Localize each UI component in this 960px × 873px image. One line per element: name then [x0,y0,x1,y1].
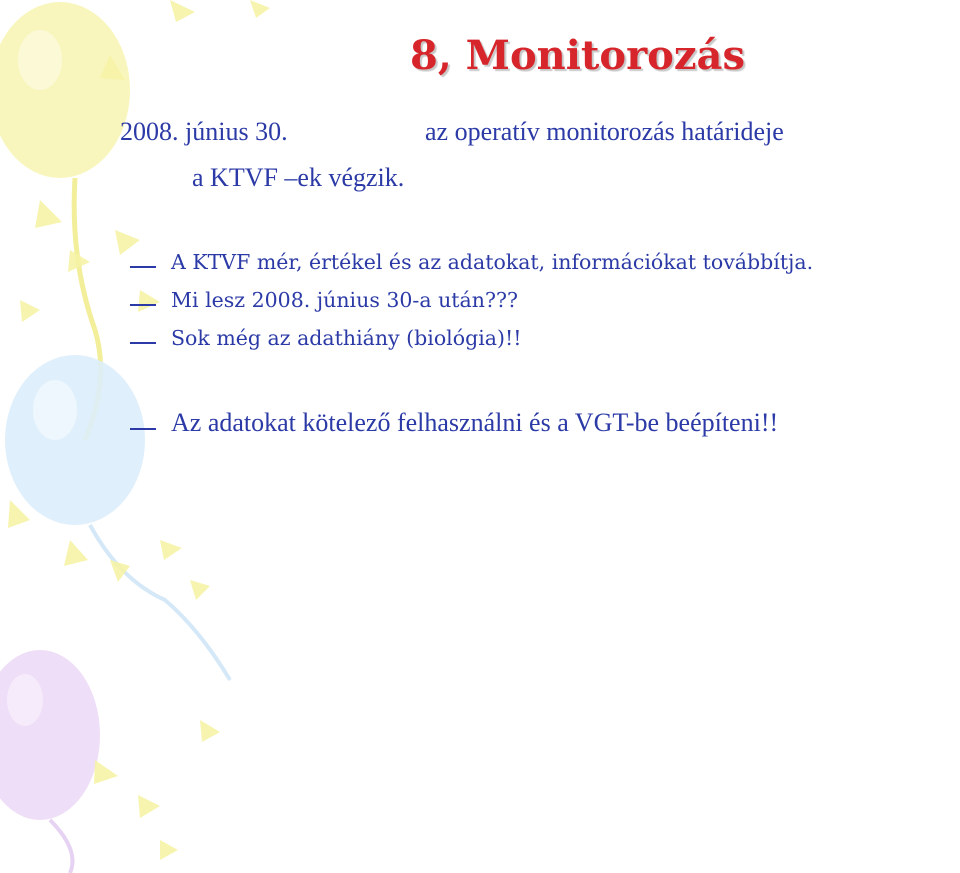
dash-bullet-icon [130,266,156,268]
dash-bullet-icon [130,342,156,344]
deadline-date: 2008. június 30. [120,117,288,146]
dash-bullet-icon [130,304,156,306]
deadline-description: az operatív monitorozás határideje [425,117,784,146]
bullet-text: A KTVF mér, értékel és az adatokat, információkat továbbítja. [171,250,814,274]
deadline-continuation: a KTVF –ek végzik. [192,163,405,192]
dash-bullet-icon [130,428,156,430]
balloon-blue-icon [5,355,230,680]
slide-title: 8, Monitorozás [410,32,745,79]
bullet-text: Sok még az adathiány (biológia)!! [171,326,522,350]
bullet-text: Mi lesz 2008. június 30-a után??? [171,288,518,312]
balloon-purple-icon [0,650,100,873]
bullet-text: Az adatokat kötelező felhasználni és a VGT-be beépíteni!! [171,408,779,437]
